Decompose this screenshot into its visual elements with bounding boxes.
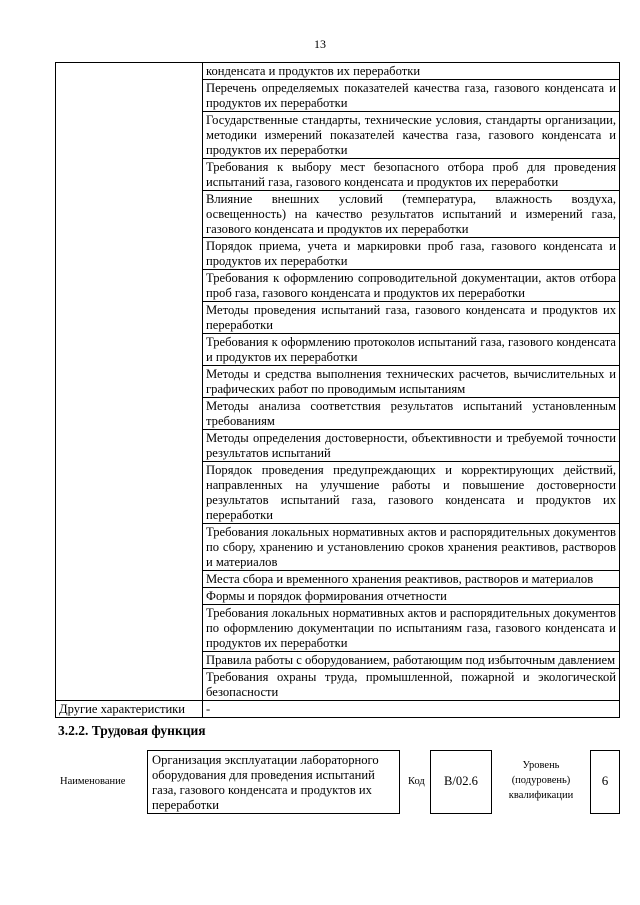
knowledge-table (55, 62, 620, 718)
knowledge-item: Порядок проведения предупреждающих и корректирующих действий, направленных на улучшение работы и повышение достоверности результатов испытаний газа, газового конденсата и продуктов их переработки (203, 462, 620, 524)
knowledge-item: Требования к оформлению сопроводительной документации, актов отбора проб газа, газового конденсата и продуктов их переработки (203, 270, 620, 302)
page-number: 13 (314, 37, 326, 51)
other-characteristics-value: - (203, 701, 620, 718)
knowledge-item: Порядок приема, учета и маркировки проб газа, газового конденсата и продуктов их переработки (203, 238, 620, 270)
knowledge-item: Требования охраны труда, промышленной, пожарной и экологической безопасности (203, 669, 620, 701)
function-name-box: Организация эксплуатации лабораторного оборудования для проведения испытаний газа, газового конденсата и продуктов их переработки (147, 750, 400, 814)
knowledge-item: Методы и средства выполнения технических расчетов, вычислительных и графических работ по проводимым испытаниям (203, 366, 620, 398)
knowledge-item: Требования к оформлению протоколов испытаний газа, газового конденсата и продуктов их переработки (203, 334, 620, 366)
knowledge-item: Правила работы с оборудованием, работающим под избыточным давлением (203, 652, 620, 669)
level-box: 6 (590, 750, 620, 814)
knowledge-item: Места сбора и временного хранения реактивов, растворов и материалов (203, 571, 620, 588)
knowledge-item: Требования локальных нормативных актов и распорядительных документов по оформлению документации по испытаниям газа, газового конденсата и продуктов их переработки (203, 605, 620, 652)
table-row (56, 63, 620, 80)
knowledge-item: Методы проведения испытаний газа, газового конденсата и продуктов их переработки (203, 302, 620, 334)
knowledge-item: Государственные стандарты, технические условия, стандарты организации, методики измерений показателей качества газа, газового конденсата и продуктов их переработки (203, 112, 620, 159)
other-characteristics-row (56, 701, 620, 718)
other-characteristics-label: Другие характеристики (56, 701, 203, 718)
knowledge-item: Требования к выбору мест безопасного отбора проб для проведения испытаний газа, газового конденсата и продуктов их переработки (203, 159, 620, 191)
code-box: B/02.6 (430, 750, 492, 814)
name-label: Наименование (60, 776, 126, 787)
knowledge-item: конденсата и продуктов их переработки (203, 63, 620, 80)
knowledge-label-cell (56, 63, 203, 701)
knowledge-item: Формы и порядок формирования отчетности (203, 588, 620, 605)
section-title: 3.2.2. Трудовая функция (58, 723, 206, 738)
level-label-line-3: квалификации (508, 790, 574, 801)
code-label: Код (408, 776, 425, 787)
knowledge-item: Требования локальных нормативных актов и распорядительных документов по сбору, хранению и установлению сроков хранения реактивов, растворов и материалов (203, 524, 620, 571)
knowledge-item: Влияние внешних условий (температура, влажность воздуха, освещенность) на качество результатов испытаний и измерений газа, газового конденсата и продуктов их переработки (203, 191, 620, 238)
level-label-line-1: Уровень (522, 760, 560, 771)
knowledge-item: Методы анализа соответствия результатов испытаний установленным требованиям (203, 398, 620, 430)
knowledge-item: Методы определения достоверности, объективности и требуемой точности результатов испытаний (203, 430, 620, 462)
knowledge-item: Перечень определяемых показателей качества газа, газового конденсата и продуктов их переработки (203, 80, 620, 112)
level-label (496, 758, 586, 803)
level-label-line-2: (подуровень) (511, 775, 571, 786)
